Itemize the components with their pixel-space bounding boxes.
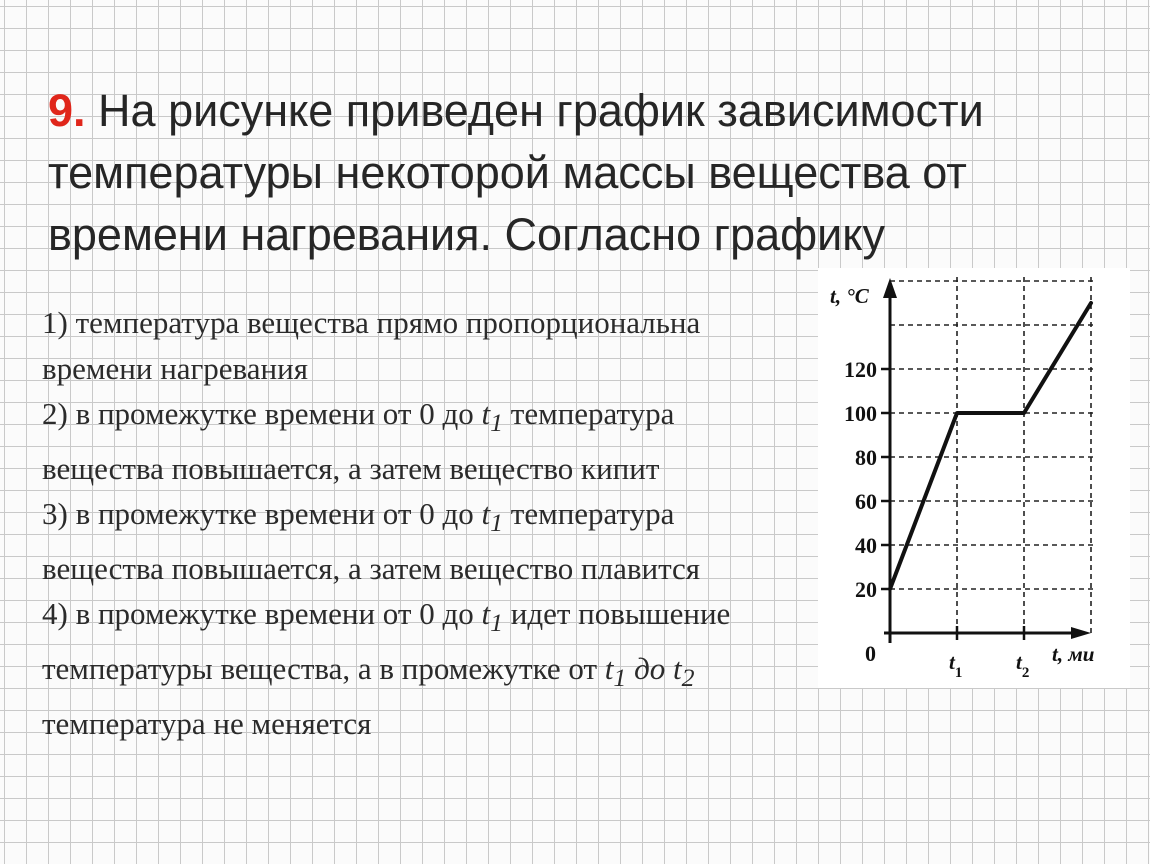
time-subscript: 1: [490, 508, 504, 538]
question-text: На рисунке приведен график зависимости температуры некоторой массы вещества от времени нагревания. Согласно графику: [48, 85, 984, 260]
answer-option-2: [42, 391, 782, 491]
answer-option-4: [42, 591, 782, 746]
time-symbol: t: [673, 651, 682, 687]
origin-label: 0: [865, 641, 876, 666]
y-tick-label: 40: [855, 533, 877, 558]
option-text: 4) в промежутке времени от 0 до: [42, 596, 482, 632]
x-axis-label: t, ми: [1052, 642, 1095, 666]
option-text: температура вещества повышается, а затем вещество кипит: [42, 396, 675, 486]
time-subscript: 2: [681, 663, 695, 693]
y-tick-label: 120: [844, 357, 877, 382]
option-text: до: [626, 651, 674, 687]
time-symbol: t: [481, 596, 491, 632]
time-subscript: 1: [613, 663, 627, 693]
option-text: 3) в промежутке времени от 0 до: [42, 496, 482, 532]
answer-option-1: [42, 300, 782, 391]
option-text: идет повышение температуры вещества, а в промежутке от: [42, 596, 731, 687]
time-subscript: 1: [490, 608, 504, 638]
x-tick-label: $t_2$: [1016, 650, 1030, 681]
y-axis-label: t, °C: [830, 284, 869, 308]
y-tick-label: 60: [855, 489, 877, 514]
answer-options: [42, 300, 782, 746]
x-axis-arrow: [1071, 627, 1091, 639]
y-tick-label: 80: [855, 445, 877, 470]
time-subscript: 1: [490, 408, 504, 438]
question-title: [48, 80, 1128, 266]
time-symbol: t: [481, 496, 491, 532]
chart-svg: [818, 268, 1130, 688]
temperature-time-chart: [818, 268, 1130, 688]
option-text: температура не меняется: [42, 705, 372, 741]
y-tick-label: 100: [844, 401, 877, 426]
option-text: 1) температура вещества прямо пропорциональна времени нагревания: [42, 305, 701, 386]
time-symbol: t: [481, 396, 491, 431]
time-symbol: t: [604, 651, 614, 687]
answer-option-3: [42, 491, 782, 591]
question-number: 9.: [48, 85, 86, 136]
series-line: [890, 303, 1091, 589]
y-tick-label: 20: [855, 577, 877, 602]
x-tick-label: $t_1$: [949, 650, 963, 681]
option-text: температура вещества повышается, а затем вещество плавится: [42, 496, 701, 586]
option-text: 2) в промежутке времени от 0 до: [42, 396, 482, 431]
